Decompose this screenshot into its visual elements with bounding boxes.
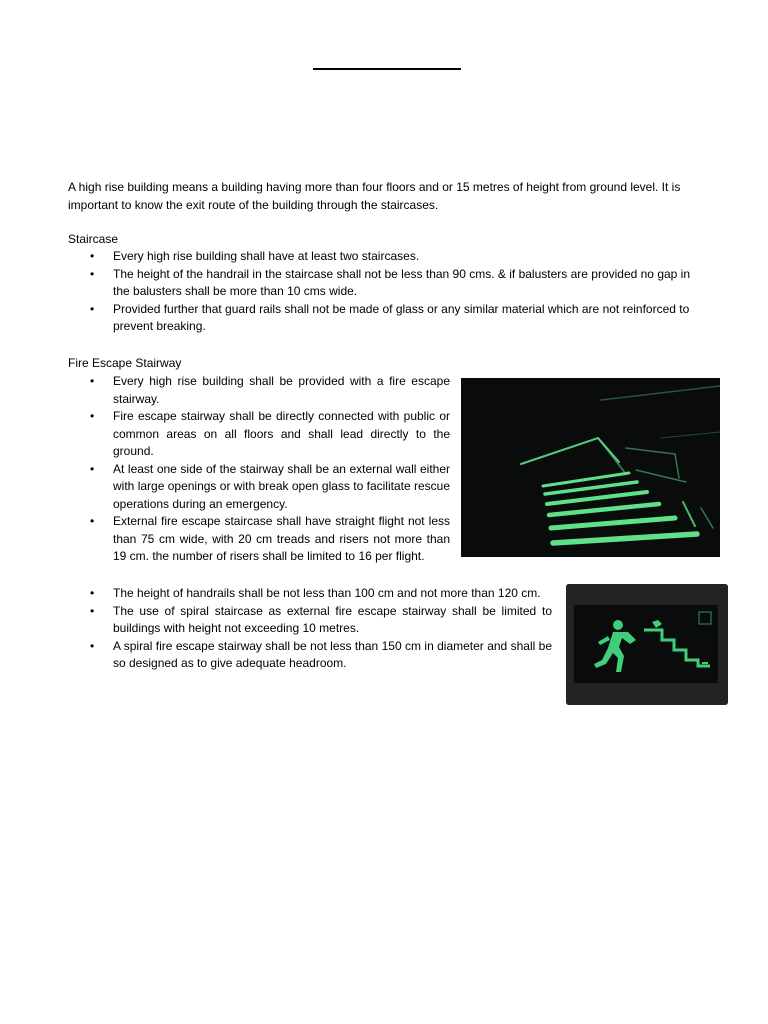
staircase-heading: Staircase [68,232,119,246]
bullet-icon: • [90,638,95,653]
list-item: • Every high rise building shall be provided with a fire escape stairway. [90,374,450,406]
fire-escape-list-wide [68,585,552,673]
bullet-icon: • [90,586,95,600]
bullet-icon: • [90,301,95,316]
fire-escape-list-narrow [68,373,450,566]
bullet-icon: • [90,266,95,281]
list-item: • The height of the handrail in the staircase shall not be less than 90 cms. & if balusters are provided no gap in the balusters shall be more than 10 cms wide. [90,266,691,298]
bullet-icon: • [90,249,95,263]
exit-sign-photo [566,584,728,705]
list-item: • A spiral fire escape stairway shall be not less than 150 cm in diameter and shall be so designed as to give adequate headroom. [90,638,552,670]
intro-paragraph: A high rise building means a building having more than four floors and or 15 metres of height from ground level. It is important to know the exit route of the building through the staircases. [68,180,681,212]
list-item: • Provided further that guard rails shall not be made of glass or any similar material which are not reinforced to prevent breaking. [90,301,690,333]
list-item: • External fire escape staircase shall have straight flight not less than 75 cm wide, with 20 cm treads and risers not more than 19 cm. the number of risers shall be limited to 16 per flight. [90,514,450,563]
list-item: • The height of handrails shall be not less than 100 cm and not more than 120 cm. [68,585,552,603]
title-underline [313,68,461,70]
bullet-icon: • [90,603,95,618]
bullet-icon: • [90,374,95,388]
staircase-list [68,248,708,336]
running-man-stairs-icon [566,584,728,705]
list-item: • Fire escape stairway shall be directly connected with public or common areas on all floors and shall lead directly to the ground. [90,409,450,458]
bullet-icon: • [90,461,95,476]
list-item: • At least one side of the stairway shall be an external wall either with large openings or with break open glass to facilitate rescue operations during an emergency. [90,461,450,511]
list-item: • Every high rise building shall have at least two staircases. [68,248,708,266]
fire-escape-heading: Fire Escape Stairway [68,356,182,370]
list-item: • The use of spiral staircase as external fire escape stairway shall be limited to buildings with height not exceeding 10 metres. [90,603,552,635]
stairs-photo [461,378,720,557]
glow-stairs-icon [461,378,720,557]
bullet-icon: • [90,409,95,423]
bullet-icon: • [90,514,95,528]
